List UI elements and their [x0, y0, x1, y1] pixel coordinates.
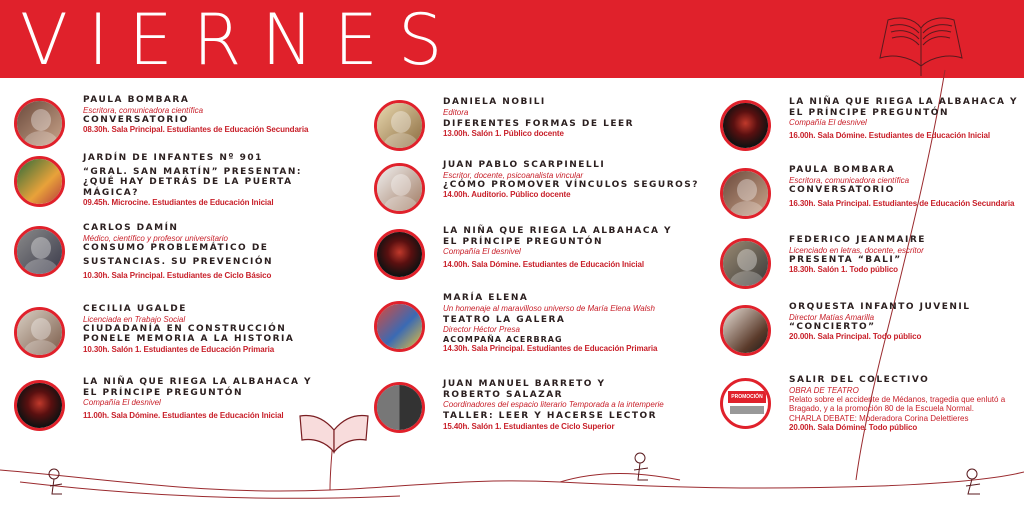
event-role: Licenciado en letras, docente, escritor — [789, 245, 924, 255]
event-slot: 09.45h. Microcine. Estudiantes de Educación Inicial — [83, 198, 274, 208]
event-role: Escritora, comunicadora científica — [83, 105, 204, 115]
event-entry — [720, 235, 1024, 289]
event-activity: ¿CÓMO PROMOVER VÍNCULOS SEGUROS? — [443, 179, 699, 190]
event-role: OBRA DE TEATRO — [789, 385, 859, 395]
event-entry — [14, 304, 336, 358]
event-name: PAULA BOMBARA — [83, 95, 190, 105]
event-slot: 10.30h. Salón 1. Estudiantes de Educación Primaria — [83, 344, 275, 354]
event-entry — [374, 226, 704, 280]
event-name: CECILIA UGALDE — [83, 304, 187, 314]
event-entry — [720, 165, 1024, 219]
avatar — [14, 380, 65, 431]
avatar — [720, 168, 771, 219]
event-role: Compañía El desnivel — [443, 247, 521, 257]
event-name: JARDÍN DE INFANTES Nº 901 — [83, 153, 263, 163]
event-name: CARLOS DAMÍN — [83, 223, 179, 233]
event-name: DANIELA NOBILI — [443, 97, 546, 107]
event-slot: 20.00h. Sala Principal. Todo público — [789, 332, 922, 342]
event-director: Director Héctor Presa — [443, 325, 520, 335]
event-activity: TEATRO LA GALERA — [443, 314, 566, 325]
event-activity: “CONCIERTO” — [789, 321, 876, 332]
event-slot: 15.40h. Salón 1. Estudiantes de Ciclo Superior — [443, 421, 615, 431]
avatar — [720, 100, 771, 151]
event-entry — [374, 379, 704, 433]
event-activity: CONSUMO PROBLEMÁTICO DE — [83, 242, 269, 253]
event-activity: CIUDADANÍA EN CONSTRUCCIÓN — [83, 323, 287, 334]
avatar — [14, 156, 65, 207]
event-name: LA NIÑA QUE RIEGA LA ALBAHACA Y — [83, 377, 313, 387]
event-activity: CONVERSATORIO — [789, 184, 895, 195]
avatar — [720, 305, 771, 356]
event-name-2: EL PRÍNCIPE PREGUNTÓN — [83, 387, 243, 398]
event-role: Compañía El desnivel — [789, 118, 867, 128]
header-banner — [0, 0, 1024, 81]
event-activity-2: SUSTANCIAS. SU PREVENCIÓN — [83, 257, 274, 268]
event-entry — [720, 375, 1024, 432]
event-slot: 11.00h. Sala Dómine. Estudiantes de Educación Inicial — [83, 411, 284, 421]
event-entry — [374, 160, 704, 214]
avatar — [374, 100, 425, 151]
event-name: FEDERICO JEANMAIRE — [789, 235, 926, 245]
avatar — [374, 301, 425, 352]
event-role: Compañía El desnivel — [83, 398, 161, 408]
event-entry — [14, 377, 336, 431]
event-activity: DIFERENTES FORMAS DE LEER — [443, 118, 635, 129]
open-book-icon — [874, 6, 969, 76]
event-slot: 14.00h. Sala Dómine. Estudiantes de Educación Inicial — [443, 260, 644, 270]
event-activity: “GRAL. SAN MARTÍN” PRESENTAN: — [83, 166, 302, 177]
event-name: LA NIÑA QUE RIEGA LA ALBAHACA Y — [789, 97, 1019, 107]
event-role: Coordinadores del espacio literario Temporada a la intemperie — [443, 400, 664, 410]
event-activity: PRESENTA “BALI” — [789, 254, 902, 265]
event-slot: 20.00h. Sala Dómine. Todo público — [789, 422, 918, 432]
event-role: Director Matías Amarilla — [789, 312, 875, 322]
event-name: PAULA BOMBARA — [789, 165, 896, 175]
event-role: Editora — [443, 107, 469, 117]
event-entry — [374, 97, 704, 151]
event-note-3: CHARLA DEBATE: Moderadora Corina Delettieres — [789, 413, 969, 423]
event-slot: 14.30h. Sala Principal. Estudiantes de Educación Primaria — [443, 344, 658, 354]
event-name: LA NIÑA QUE RIEGA LA ALBAHACA Y — [443, 226, 673, 236]
event-role: Escritor, docente, psicoanalista vincular — [443, 170, 584, 180]
avatar — [720, 238, 771, 289]
event-entry — [720, 302, 1024, 356]
event-name: JUAN PABLO SCARPINELLI — [443, 160, 606, 170]
page-title: VIERNES — [20, 0, 463, 81]
event-note: Relato sobre el accidente de Médanos, tragedia que enlutó a — [789, 394, 1006, 404]
event-name: SALIR DEL COLECTIVO — [789, 375, 930, 385]
event-note-2: Bragado, y a la promoción 80 de la Escuela Normal. — [789, 404, 974, 414]
event-entry — [14, 153, 336, 207]
avatar — [374, 229, 425, 280]
event-name: JUAN MANUEL BARRETO Y — [443, 379, 606, 389]
event-activity-2: PONELE MEMORIA A LA HISTORIA — [83, 334, 295, 345]
avatar — [374, 163, 425, 214]
event-activity-2: ¿QUÉ HAY DETRÁS DE LA PUERTA MÁGICA? — [83, 177, 293, 198]
event-name-2: EL PRÍNCIPE PREGUNTÓN — [443, 236, 603, 247]
event-entry — [374, 293, 704, 353]
event-name-2: ROBERTO SALAZAR — [443, 389, 564, 400]
event-role: Un homenaje al maravilloso universo de María Elena Walsh — [443, 303, 655, 313]
event-slot: 14.00h. Auditorio. Público docente — [443, 190, 571, 200]
event-slot: 10.30h. Sala Principal. Estudiantes de Ciclo Básico — [83, 270, 272, 280]
event-name: MARÍA ELENA — [443, 293, 529, 303]
avatar — [14, 98, 65, 149]
event-role: Escritora, comunicadora científica — [789, 175, 910, 185]
event-entry — [14, 95, 336, 149]
event-role: Licenciada en Trabajo Social — [83, 314, 186, 324]
event-slot: 13.00h. Salón 1. Público docente — [443, 129, 564, 139]
event-activity-2: ACOMPAÑA ACERBRAG — [443, 334, 563, 344]
avatar — [374, 382, 425, 433]
event-name: ORQUESTA INFANTO JUVENIL — [789, 302, 971, 312]
avatar — [14, 307, 65, 358]
event-slot: 16.30h. Sala Principal. Estudiantes de Educación Secundaria — [789, 199, 1015, 209]
event-role: Médico, científico y profesor universitario — [83, 233, 228, 243]
event-activity: CONVERSATORIO — [83, 114, 189, 125]
event-name-2: EL PRÍNCIPE PREGUNTÓN — [789, 107, 949, 118]
event-slot: 16.00h. Sala Dómine. Estudiantes de Educación Inicial — [789, 131, 990, 141]
avatar — [720, 378, 771, 429]
avatar — [14, 226, 65, 277]
reader-figure-icon — [49, 453, 980, 494]
event-activity: TALLER: LEER Y HACERSE LECTOR — [443, 411, 658, 422]
event-entry — [14, 223, 336, 280]
promotion-badge: PROMOCIÓN — [728, 391, 766, 403]
event-slot: 18.30h. Salón 1. Todo público — [789, 265, 898, 275]
event-slot: 08.30h. Sala Principal. Estudiantes de Educación Secundaria — [83, 125, 309, 135]
event-entry — [720, 97, 1024, 151]
